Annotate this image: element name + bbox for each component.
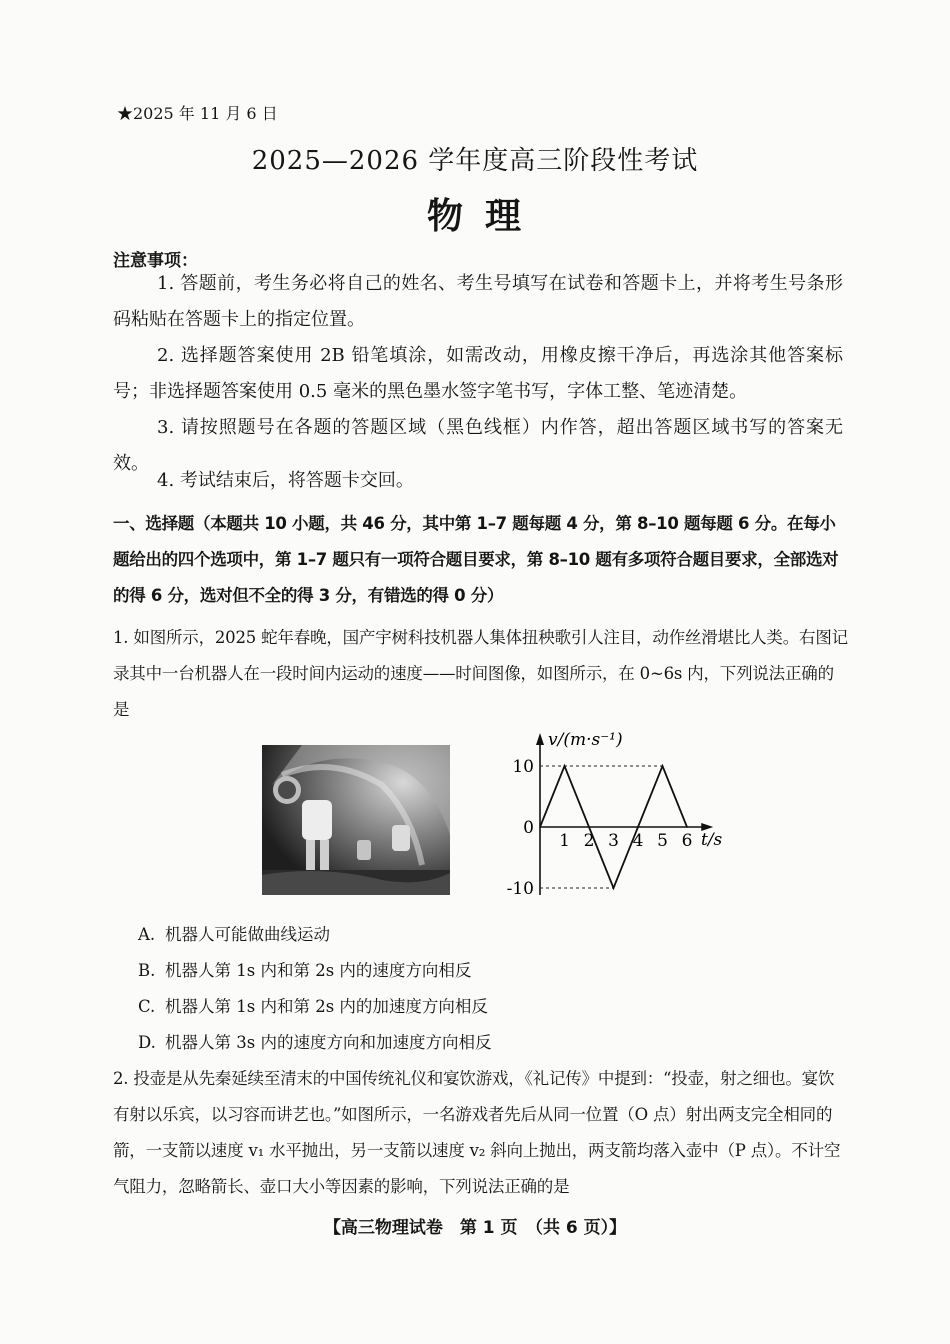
x-tick-label: 4 bbox=[632, 831, 644, 851]
y-tick-label: -10 bbox=[506, 879, 534, 899]
option-label: C. bbox=[138, 997, 156, 1016]
option-text: 机器人第 1s 内和第 2s 内的速度方向相反 bbox=[165, 961, 472, 980]
x-tick-label: 1 bbox=[559, 831, 570, 851]
data-point bbox=[613, 887, 615, 889]
data-point bbox=[564, 765, 566, 767]
page-footer: 【高三物理试卷 第 1 页 （共 6 页）】 bbox=[323, 1218, 627, 1238]
option-text: 机器人第 1s 内和第 2s 内的加速度方向相反 bbox=[165, 997, 488, 1016]
option-c[interactable] bbox=[138, 993, 488, 1017]
option-label: A. bbox=[138, 925, 156, 944]
option-d[interactable] bbox=[138, 1029, 491, 1053]
option-text: 机器人第 3s 内的速度方向和加速度方向相反 bbox=[165, 1033, 492, 1052]
notice-item-3: 3. 请按照题号在各题的答题区域（黑色线框）内作答，超出答题区域书写的答案无效。 bbox=[113, 417, 843, 474]
robot-photo-graphic bbox=[262, 745, 450, 895]
section-heading: 一、选择题（本题共 10 小题，共 46 分，其中第 1–7 题每题 4 分，第 8–10 题每题 6 分。在每小题给出的四个选项中，第 1–7 题只有一项符合题目要求，第 8–10 题有多项符合题目要求，全部选对的得 6 分，选对但不全的得 3 分，有错选的得 0 分） bbox=[113, 514, 839, 605]
option-a[interactable] bbox=[138, 921, 330, 945]
data-point bbox=[662, 765, 664, 767]
x-tick-label: 2 bbox=[583, 831, 595, 851]
question-2-stem: 2. 投壶是从先秦延续至清末的中国传统礼仪和宴饮游戏，《礼记传》中提到：“投壶，射之细也。宴饮有射以乐宾，以习容而讲艺也。”如图所示，一名游戏者先后从同一位置（O 点）射出两支完全相同的箭，一支箭以速度 v₁ 水平抛出，另一支箭以速度 v₂ 斜向上抛出，两支箭均落入壶中（P 点）。不计空气阻力，忽略箭长、壶口大小等因素的影响，下列说法正确的是 bbox=[113, 1069, 841, 1196]
option-b[interactable] bbox=[138, 957, 471, 981]
y-axis-arrow bbox=[536, 733, 544, 745]
notice-item-1: 1. 答题前，考生务必将自己的姓名、考生号填写在试卷和答题卡上，并将考生号条形码粘贴在答题卡上的指定位置。 bbox=[113, 273, 843, 330]
data-point bbox=[686, 826, 688, 828]
notice-item-4: 4. 考试结束后，将答题卡交回。 bbox=[157, 470, 414, 491]
data-point bbox=[637, 826, 639, 828]
x-tick-label: 5 bbox=[657, 831, 668, 851]
data-point bbox=[539, 826, 541, 828]
robot-dance-photo bbox=[262, 745, 450, 895]
option-label: B. bbox=[138, 961, 156, 980]
notice-item-2: 2. 选择题答案使用 2B 铅笔填涂，如需改动，用橡皮擦干净后，再选涂其他答案标号；非选择题答案使用 0.5 毫米的黑色墨水签字笔书写，字体工整、笔迹清楚。 bbox=[113, 345, 843, 402]
x-tick-label: 3 bbox=[608, 831, 619, 851]
subject-title: 物理 bbox=[426, 195, 543, 237]
data-point bbox=[588, 826, 590, 828]
question-1-stem: 1. 如图所示，2025 蛇年春晚，国产宇树科技机器人集体扭秧歌引人注目，动作丝滑堪比人类。右图记录其中一台机器人在一段时间内运动的速度——时间图像，如图所示，在 0~6s 内，下列说法正确的是 bbox=[113, 628, 848, 719]
notice-heading: 注意事项： bbox=[113, 251, 198, 271]
exam-date: ★2025 年 11 月 6 日 bbox=[117, 104, 278, 123]
y-tick-label: 10 bbox=[512, 757, 534, 777]
velocity-time-chart bbox=[490, 725, 740, 914]
option-label: D. bbox=[138, 1033, 156, 1052]
option-text: 机器人可能做曲线运动 bbox=[165, 925, 330, 944]
x-axis-label: t/s bbox=[701, 830, 723, 850]
y-axis-label: v/(m·s⁻¹) bbox=[548, 730, 623, 750]
exam-title: 2025—2026 学年度高三阶段性考试 bbox=[251, 146, 699, 176]
vt-chart-svg bbox=[490, 725, 740, 910]
y-tick-label: 0 bbox=[523, 818, 534, 838]
x-tick-label: 6 bbox=[681, 831, 693, 851]
